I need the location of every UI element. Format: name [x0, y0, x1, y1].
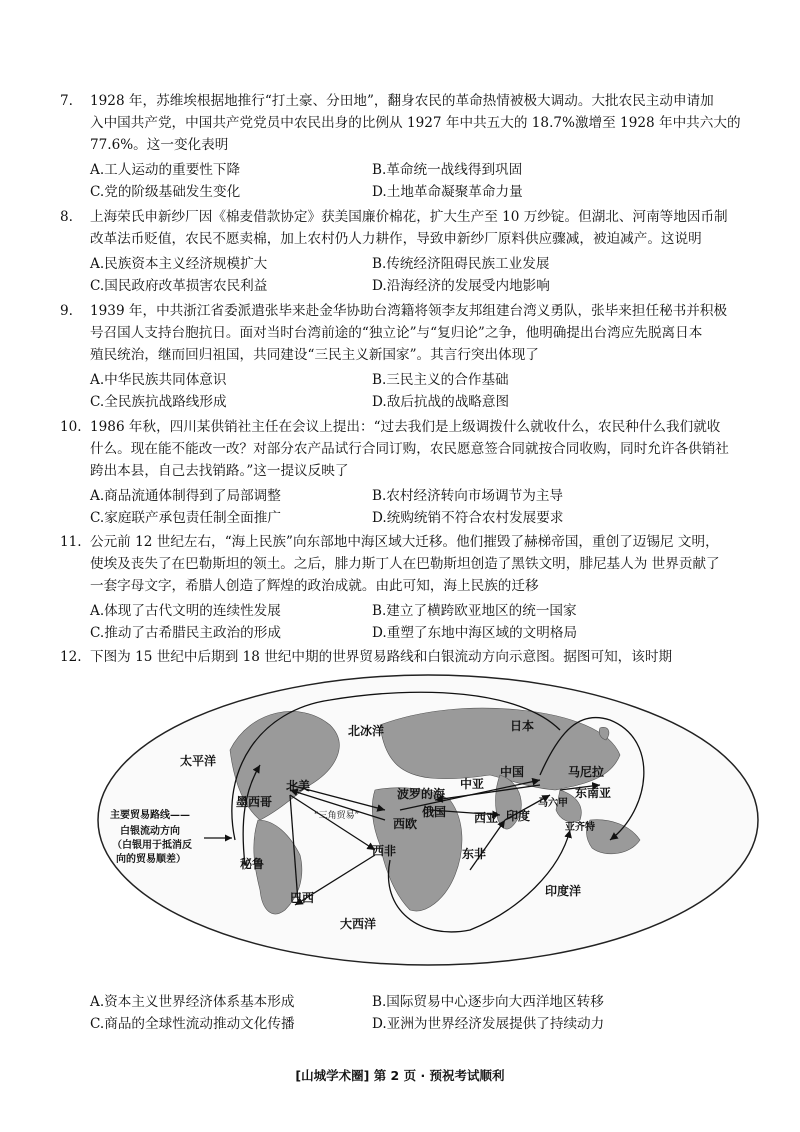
answer-option[interactable]: A.资本主义世界经济体系基本形成 — [90, 994, 295, 1010]
legend-silver-note2: 向的贸易顺差） — [116, 854, 186, 865]
question-stem-line: 一套字母文字，希腊人创造了辉煌的政治成就。由此可知，海上民族的迁移 — [90, 578, 539, 594]
question-stem-line: 1928 年，苏维埃根据地推行“打土豪、分田地”，翻身农民的革命热情被极大调动。大批农民主动申请加 — [90, 93, 714, 109]
answer-option[interactable]: D.土地革命凝聚革命力量 — [372, 184, 523, 200]
question-number: 7. — [60, 93, 73, 109]
answer-option[interactable]: B.建立了横跨欧亚地区的统一国家 — [372, 603, 577, 619]
answer-option[interactable]: B.国际贸易中心逐步向大西洋地区转移 — [372, 994, 604, 1010]
label-arctic: 北冰洋 — [348, 724, 385, 738]
question-stem-line: 下图为 15 世纪中后期到 18 世纪中期的世界贸易路线和白银流动方向示意图。据图可知，该时期 — [90, 649, 673, 665]
question-stem-line: 跨出本县，自己去找销路。”这一提议反映了 — [90, 463, 349, 479]
answer-option[interactable]: A.商品流通体制得到了局部调整 — [90, 488, 281, 504]
label-china: 中国 — [500, 765, 525, 779]
label-west-asia: 西亚 — [474, 811, 499, 825]
legend-silver-flow: 白银流动方向 — [120, 826, 180, 837]
question-stem-line: 入中国共产党，中国共产党党员中农民出身的比例从 1927 年中共五大的 18.7%激增至 1928 年中共六大的 — [90, 115, 741, 131]
label-southeast-asia: 东南亚 — [575, 786, 612, 800]
question-number: 12. — [60, 649, 82, 665]
label-west-europe: 西欧 — [393, 817, 418, 831]
question-number: 11. — [60, 534, 82, 550]
label-central-asia: 中亚 — [460, 777, 485, 791]
question-stem-line: 1939 年，中共浙江省委派遣张毕来赴金华协助台湾籍将领李友邦组建台湾义勇队，张毕来担任秘书并积极 — [90, 303, 728, 319]
answer-option[interactable]: C.国民政府改革损害农民利益 — [90, 278, 268, 294]
answer-option[interactable]: D.沿海经济的发展受内地影响 — [372, 278, 550, 294]
answer-option[interactable]: A.体现了古代文明的连续性发展 — [90, 603, 281, 619]
question-stem-line: 改革法币贬值，农民不愿卖棉，加上农村仍人力耕作，导致申新纱厂原料供应骤减，被迫减产。这说明 — [90, 231, 702, 247]
label-triangle: “三角贸易” — [314, 811, 360, 821]
answer-option[interactable]: C.商品的全球性流动推动文化传播 — [90, 1016, 295, 1032]
label-russia: 俄国 — [422, 805, 447, 819]
label-atlantic: 大西洋 — [340, 917, 377, 931]
answer-option[interactable]: C.推动了古希腊民主政治的形成 — [90, 625, 281, 641]
question-stem-line: 什么。现在能不能改一改？对部分农产品试行合同订购，农民愿意签合同就按合同收购，同时允许各供销社 — [90, 441, 729, 457]
question-number: 10. — [60, 419, 82, 435]
label-indian: 印度洋 — [545, 884, 582, 898]
question-number: 8. — [60, 209, 73, 225]
legend-silver-note1: （白银用于抵消反 — [112, 840, 192, 851]
question-stem-line: 1986 年秋，四川某供销社主任在会议上提出：“过去我们是上级调拨什么就收什么，农民种什么我们就收 — [90, 419, 721, 435]
answer-option[interactable]: C.家庭联产承包责任制全面推广 — [90, 510, 281, 526]
answer-option[interactable]: B.传统经济阻碍民族工业发展 — [372, 256, 550, 272]
label-india: 印度 — [506, 809, 531, 823]
answer-option[interactable]: A.中华民族共同体意识 — [90, 372, 227, 388]
label-east-africa: 东非 — [462, 847, 487, 861]
question-stem-line: 使埃及丧失了在巴勒斯坦的领土。之后，腓力斯丁人在巴勒斯坦创造了黑铁文明，腓尼基人为 世界贡献了 — [90, 556, 720, 572]
answer-option[interactable]: D.统购统销不符合农村发展要求 — [372, 510, 564, 526]
world-trade-map — [0, 670, 800, 970]
answer-option[interactable]: D.亚洲为世界经济发展提供了持续动力 — [372, 1016, 605, 1032]
answer-option[interactable]: C.党的阶级基础发生变化 — [90, 184, 241, 200]
label-japan: 日本 — [510, 719, 535, 733]
answer-option[interactable]: A.工人运动的重要性下降 — [90, 162, 241, 178]
legend-main-route: 主要贸易路线—— — [110, 810, 190, 821]
label-manila: 马尼拉 — [568, 765, 605, 779]
label-west-africa: 西非 — [372, 844, 397, 858]
question-stem-line: 77.6%。这一变化表明 — [90, 137, 229, 153]
answer-option[interactable]: D.重塑了东地中海区域的文明格局 — [372, 625, 578, 641]
question-stem-line: 上海荣氏申新纱厂因《棉麦借款协定》获美国廉价棉花，扩大生产至 10 万纱锭。但湖北、河南等地因币制 — [90, 209, 728, 225]
page-footer: [山城学术圈] 第 2 页 · 预祝考试顺利 — [295, 1068, 505, 1083]
label-mexico: 墨西哥 — [236, 795, 273, 809]
label-pacific: 太平洋 — [180, 754, 217, 768]
label-brazil: 巴西 — [290, 891, 315, 905]
answer-option[interactable]: A.民族资本主义经济规模扩大 — [90, 256, 268, 272]
label-malacca: 马六甲 — [538, 798, 568, 809]
label-baltic: 波罗的海 — [397, 787, 446, 801]
answer-option[interactable]: B.三民主义的合作基础 — [372, 372, 509, 388]
answer-option[interactable]: C.全民族抗战路线形成 — [90, 394, 227, 410]
answer-option[interactable]: B.农村经济转向市场调节为主导 — [372, 488, 564, 504]
question-stem-line: 号召国人支持台胞抗日。面对当时台湾前途的“独立论”与“复归论”之争，他明确提出台湾应先脱离日本 — [90, 325, 703, 341]
answer-option[interactable]: D.敌后抗战的战略意图 — [372, 394, 510, 410]
label-jakarta: 亚齐特 — [565, 822, 595, 833]
question-stem-line: 殖民统治，继而回归祖国，共同建设“三民主义新国家”。其言行突出体现了 — [90, 347, 539, 363]
question-stem-line: 公元前 12 世纪左右，“海上民族”向东部地中海区域大迁移。他们摧毁了赫梯帝国，重创了迈锡尼 文明， — [90, 534, 719, 550]
label-peru: 秘鲁 — [240, 857, 265, 871]
question-number: 9. — [60, 303, 73, 319]
label-north-america: 北美 — [286, 779, 311, 793]
answer-option[interactable]: B.革命统一战线得到巩固 — [372, 162, 523, 178]
